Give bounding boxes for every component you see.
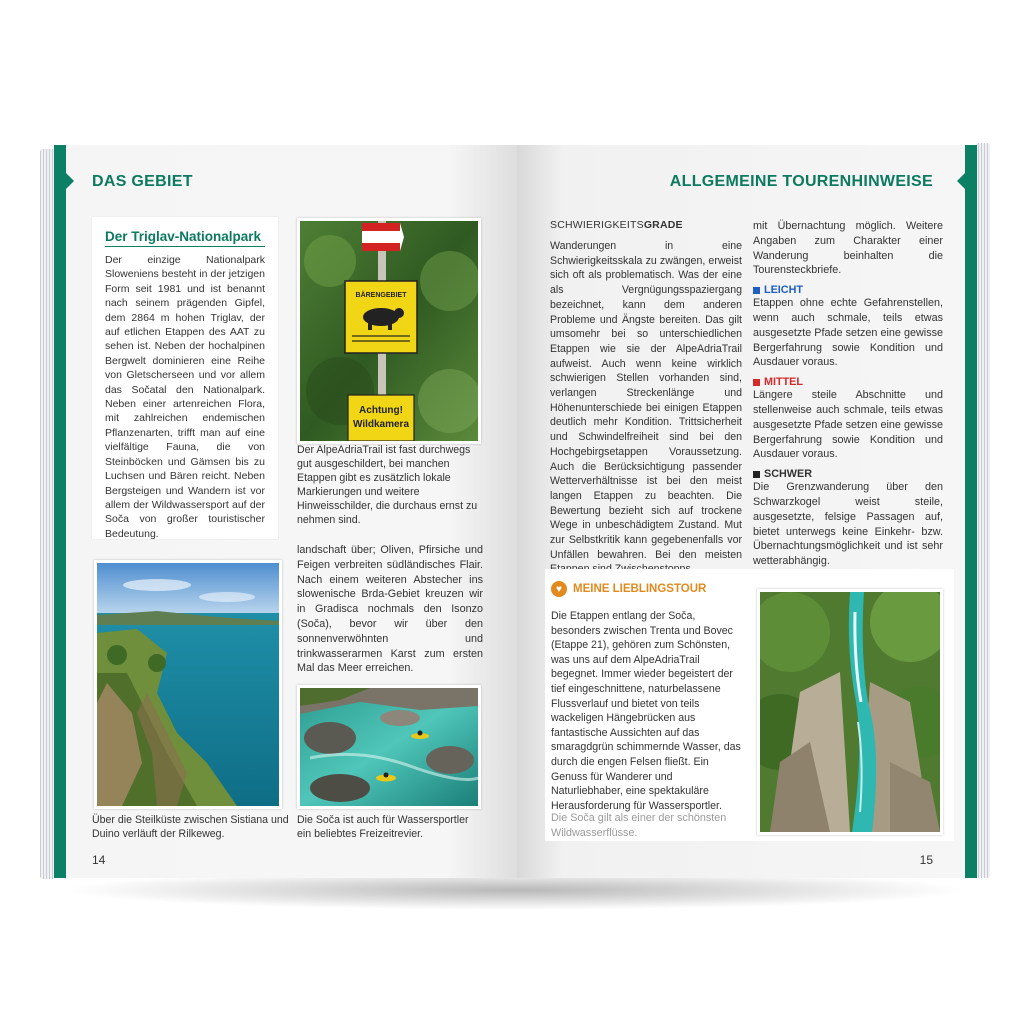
difficulty-heading-b: GRADE xyxy=(643,219,683,231)
difficulty-column-1 xyxy=(550,219,742,577)
right-section-title: ALLGEMEINE TOURENHINWEISE xyxy=(669,173,933,190)
right-green-strip xyxy=(965,145,977,878)
left-tab-marker xyxy=(66,173,74,189)
sign-photo-caption: Der AlpeAdriaTrail ist fast durchwegs gut ausgeschildert, bei manchen Etappen gibt es zusätzlich lokale Markierungen und weitere Hinweisschilder, die durchaus ernst zu nehmen sind. xyxy=(297,444,478,526)
triglav-box-rule xyxy=(105,246,265,247)
level-leicht-label: LEICHT xyxy=(764,284,803,297)
right-tab-marker xyxy=(957,173,965,189)
level-schwer-label: SCHWER xyxy=(764,468,812,481)
page-edges-left xyxy=(40,149,54,879)
left-section-title: DAS GEBIET xyxy=(92,173,193,190)
favorite-tour-header xyxy=(551,581,706,597)
favorite-tour-text: Die Etappen entlang der Soča, besonders zwischen Trenta und Bovec (Etappe 21), gehören zum Schönsten, was uns auf dem AlpeAdriaTrail begegnet. Immer wieder begeistert der tief eingeschnittene, naturbelassene Flussverlauf und bietet von teils wackeligen Hängebrücken aus fantastische Aussichten auf das smaragdgrün schimmernde Wasser, das durch die engen Felsen fließt. Ein Genuss für Wanderer und Naturliebhaber, eine spektakuläre Herausforderung für Wassersportler. xyxy=(551,610,741,812)
level-mittel xyxy=(753,376,943,388)
left-middle-text: landschaft über; Oliven, Pfirsiche und Feigen verbreiten südländisches Flair. Nach einem weiteren Abstecher ins slowenische Brda-Gebiet kreuzen wir in Gradisca nochmals den Isonzo (Soča), bevor wir über den sonnenverwöhnten und trinkwasserarmen Karst zum ersten Mal das Meer erreichen. xyxy=(297,544,483,675)
level-leicht xyxy=(753,284,943,296)
level-mittel-text: Längere steile Abschnitte und stellenweise auch schmale, teils etwas ausgesetzte Pfade setzen eine gewisse Bergerfahrung sowie Kondition und Ausdauer voraus. xyxy=(753,389,943,461)
level-leicht-text: Etappen ohne echte Gefahrenstellen, wenn auch schmale, teils etwas ausgesetzte Pfade setzen eine gewisse Bergerfahrung sowie Kondition und Ausdauer voraus. xyxy=(753,297,943,369)
right-page xyxy=(517,145,977,878)
left-page-number: 14 xyxy=(92,853,106,867)
difficulty-heading xyxy=(550,219,742,231)
level-schwer xyxy=(753,468,943,480)
level-mittel-label: MITTEL xyxy=(764,376,803,389)
left-green-strip xyxy=(54,145,66,878)
difficulty-heading-a: SCHWIERIGKEITS xyxy=(550,219,644,231)
left-page xyxy=(54,145,517,878)
level-mittel-square xyxy=(753,379,760,386)
bear-sign-photo xyxy=(297,218,481,444)
open-guidebook xyxy=(40,143,990,880)
difficulty-column-2 xyxy=(753,219,943,569)
sign-top-text: BÄRENGEBIET xyxy=(355,292,407,299)
level-schwer-text: Die Grenzwanderung über den Schwarzkogel weist steile, ausgesetzte, felsige Passagen auf, bietet unterwegs keine Einkehr- bzw. Übernachtungsmöglichkeit und ist sehr wetterabhängig. xyxy=(753,481,943,568)
triglav-box-title: Der Triglav-Nationalpark xyxy=(105,229,262,244)
difficulty-continued-text: mit Übernachtung möglich. Weitere Angaben zum Charakter einer Wanderung beinhalten die Tourensteckbriefe. xyxy=(753,220,943,277)
coast-photo xyxy=(94,560,282,809)
triglav-info-box xyxy=(92,217,278,539)
right-page-number: 15 xyxy=(919,853,933,867)
river-photo-caption: Die Soča ist auch für Wassersportler ein beliebtes Freizeitrevier. xyxy=(297,814,469,840)
sign-bottom-text-2: Wildkamera xyxy=(352,419,410,430)
favorite-tour-title: MEINE LIEBLINGSTOUR xyxy=(573,583,707,595)
favorite-tour-box xyxy=(545,569,954,841)
sign-bottom-text-1: Achtung! xyxy=(359,405,403,416)
level-schwer-square xyxy=(753,471,760,478)
heart-icon: ♥ xyxy=(551,581,567,597)
favorite-tour-footer: Die Soča gilt als einer der schönsten Wildwasserflüsse. xyxy=(551,812,727,839)
river-kayak-photo xyxy=(297,685,481,809)
level-leicht-square xyxy=(753,287,760,294)
coast-photo-caption: Über die Steilküste zwischen Sistiana und Duino verläuft der Rilkeweg. xyxy=(92,814,289,840)
difficulty-text: Wanderungen in eine Schwierigkeitsskala zu zwängen, erweist sich oft als problematisch. Was der eine als Vergnügungsspaziergang bezeichnet, kann dem anderen Probleme und Ängste bereiten. Das gilt umsomehr bei so unterschiedlichen Etappen wie sie der AlpeAdriaTrail aufweist. Auch wenn keine wirklich schwierigen Stellen vorhanden sind, verlangen Streckenlänge und Höhenunterschiede bei einigen Etappen deutlich mehr Kondition. Trittsicherheit und Schwindelfreiheit sind bei den Hochgebirgsetappen Voraussetzung. Auch die Berücksichtigung passender Wetterverhältnisse ist bei den meist langen Etappen zu beachten. Die Bewertung bezieht sich auf trockene Wege in unbeschädigtem Zustand. Mut zur Selbstkritik kann gegebenenfalls vor Unfällen bewahren. Bei den meisten xyxy=(550,240,742,561)
page-edges-right xyxy=(976,143,990,878)
soca-gorge-photo xyxy=(757,589,943,835)
triglav-box-text: Der einzige Nationalpark Sloweniens besteht in der jetzigen Form seit 1981 und ist benannt nach seinem prägenden Gipfel, dem 2864 m hohen Triglav, der auf etlichen Etappen des AAT zu sehen ist. Neben der hochalpinen Bergwelt dominieren eine Reihe von Gletscherseen und vor allem das Sočatal den Nationalpark. Neben einer artenreichen Flora, mit zahlreichen endemischen Pflanzenarten, trifft man auf eine vielfältige Fauna, die von Steinböcken und Gämsen bis zu Luchsen und Bären reicht. Neben Bergsteigen und Wandern ist vor allem der Wildwassersport auf der Soča von großer touristischer Bedeutung. xyxy=(105,254,265,540)
